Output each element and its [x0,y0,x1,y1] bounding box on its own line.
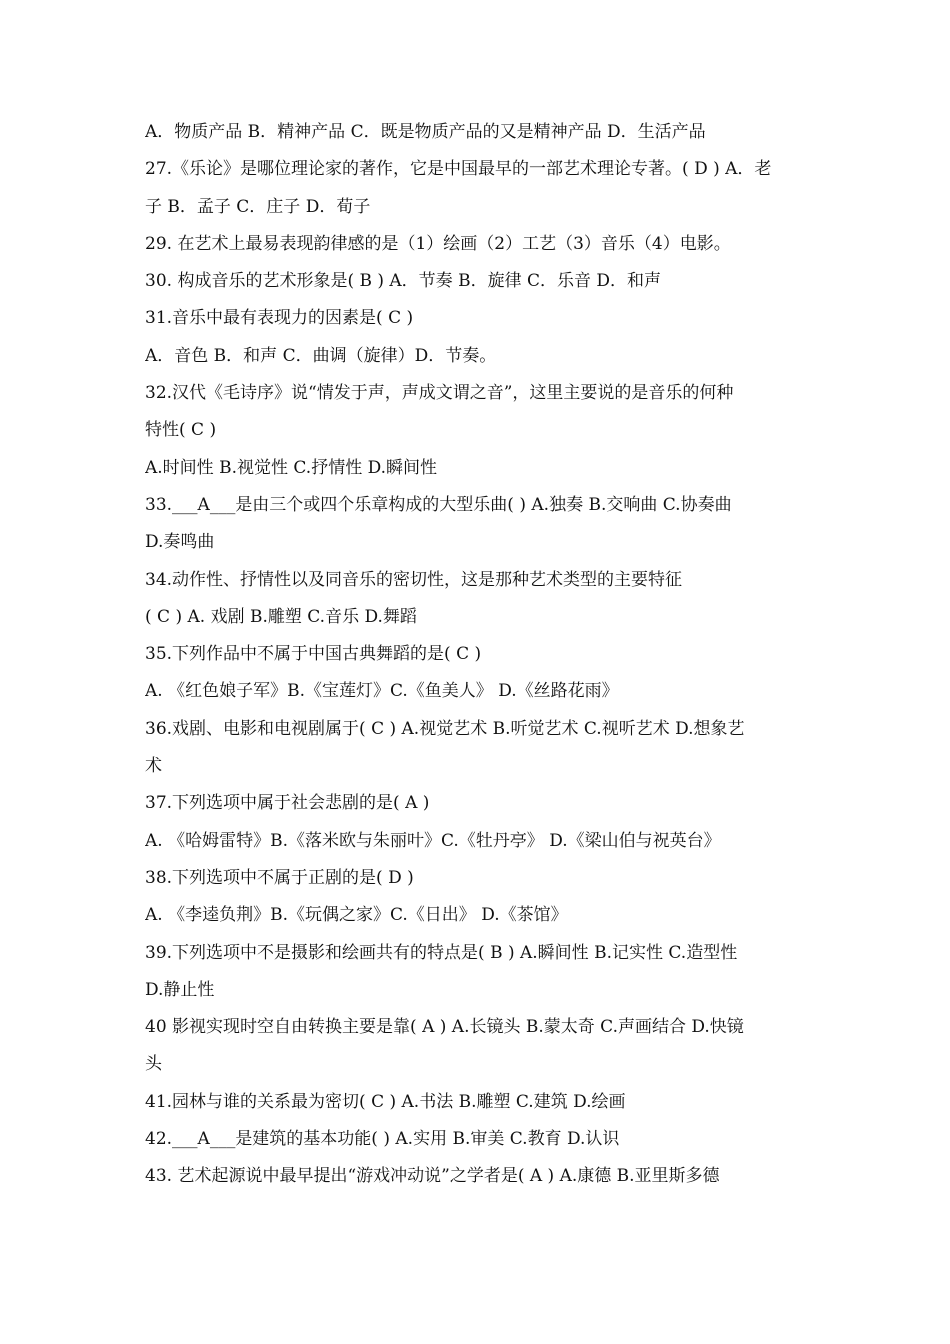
text-line-26: 头 [145,1054,162,1075]
text-line-1: A．物质产品 B．精神产品 C．既是物质产品的又是精神产品 D．生活产品 [145,122,706,142]
text-line-4: 29. 在艺术上最易表现韵律感的是（1）绘画（2）工艺（3）音乐（4）电影。 [145,233,731,254]
text-line-18: 术 [145,756,162,777]
text-line-24: D.静止性 [145,979,215,1000]
text-line-8: 32.汉代《毛诗序》说“情发于声，声成文谓之音”，这里主要说的是音乐的何种 [145,383,734,404]
document-body [145,114,810,1196]
text-line-3: 子 B．孟子 C．庄子 D．荀子 [145,196,371,217]
text-line-15: 35.下列作品中不属于中国古典舞蹈的是( C ) [145,644,482,665]
text-line-6: 31.音乐中最有表现力的因素是( C ) [145,308,414,329]
text-line-29: 43. 艺术起源说中最早提出“游戏冲动说”之学者是( A ) A.康德 B.亚里斯多德 [145,1166,720,1187]
text-line-12: D.奏鸣曲 [145,532,215,553]
text-line-14: ( C ) A. 戏剧 B.雕塑 C.音乐 D.舞蹈 [145,606,417,627]
text-line-27: 41.园林与谁的关系最为密切( C ) A.书法 B.雕塑 C.建筑 D.绘画 [145,1091,626,1112]
text-line-28: 42.___A___是建筑的基本功能( ) A.实用 B.审美 C.教育 D.认识 [145,1129,620,1150]
text-line-2: 27.《乐论》是哪位理论家的著作，它是中国最早的一部艺术理论专著。( D ) A．老 [145,159,772,180]
text-line-11: 33.___A___是由三个或四个乐章构成的大型乐曲( ) A.独奏 B.交响曲 C.协奏曲 [145,494,732,515]
text-line-7: A．音色 B．和声 C．曲调（旋律）D．节奏。 [145,345,497,366]
text-line-20: A. 《哈姆雷特》B.《落米欧与朱丽叶》C.《牡丹亭》 D.《梁山伯与祝英台》 [145,830,721,851]
text-line-13: 34.动作性、抒情性以及同音乐的密切性，这是那种艺术类型的主要特征 [145,569,683,590]
text-line-16: A. 《红色娘子军》B.《宝莲灯》C.《鱼美人》 D.《丝路花雨》 [145,681,619,702]
text-line-21: 38.下列选项中不属于正剧的是( D ) [145,867,414,888]
text-line-9: 特性( C ) [145,420,217,441]
text-line-25: 40 影视实现时空自由转换主要是靠( A ) A.长镜头 B.蒙太奇 C.声画结合 D.快镜 [145,1017,744,1038]
text-line-5: 30. 构成音乐的艺术形象是( B ) A．节奏 B．旋律 C．乐音 D．和声 [145,271,662,292]
text-line-23: 39.下列选项中不是摄影和绘画共有的特点是( B ) A.瞬间性 B.记实性 C.造型性 [145,942,738,963]
text-line-19: 37.下列选项中属于社会悲剧的是( A ) [145,793,430,814]
text-line-10: A.时间性 B.视觉性 C.抒情性 D.瞬间性 [145,457,438,478]
text-line-22: A. 《李逵负荆》B.《玩偶之家》C.《日出》 D.《茶馆》 [145,905,568,926]
text-line-17: 36.戏剧、电影和电视剧属于( C ) A.视觉艺术 B.听觉艺术 C.视听艺术 D.想象艺 [145,718,745,739]
